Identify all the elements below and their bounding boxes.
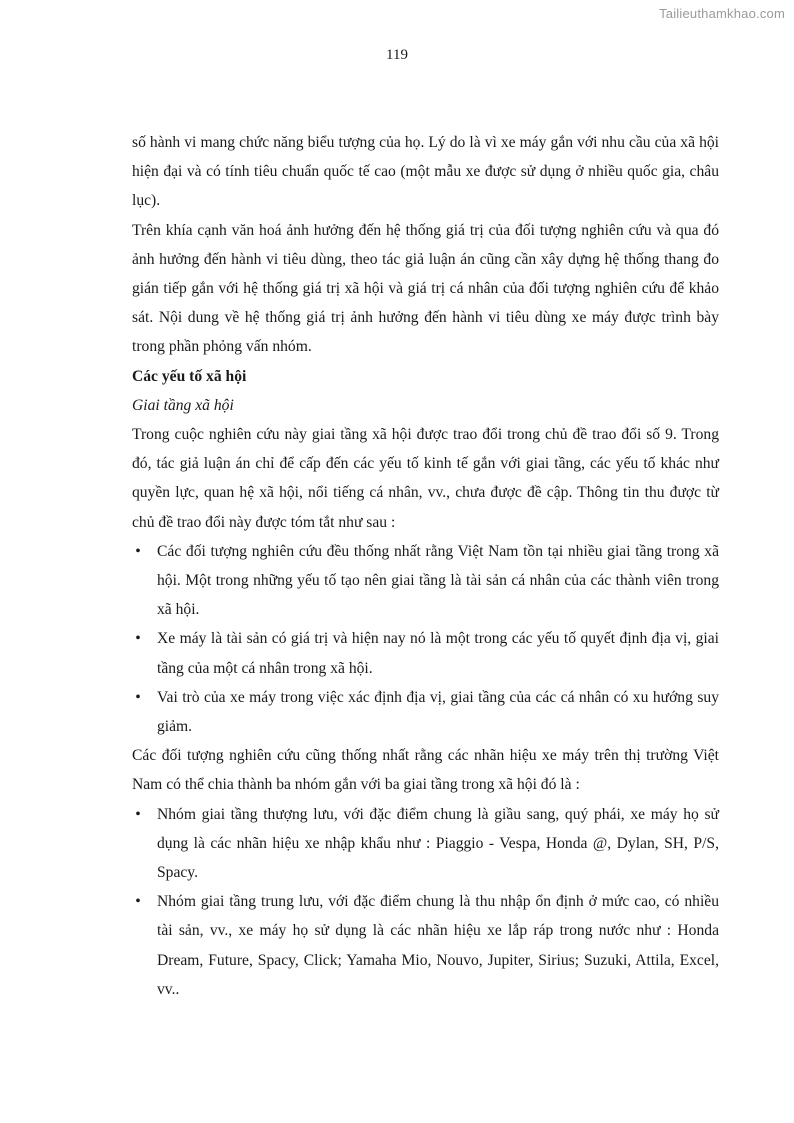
bullet-icon: • xyxy=(135,688,141,706)
list-item xyxy=(132,683,719,741)
paragraph-brand-groups: Các đối tượng nghiên cứu cũng thống nhất rằng các nhãn hiệu xe máy trên thị trường Việt Nam có thể chia thành ba nhóm gắn với ba giai tầng trong xã hội đó là : xyxy=(132,747,719,794)
groups-list xyxy=(132,800,719,1004)
list-item xyxy=(132,624,719,682)
list-item xyxy=(132,800,719,888)
page-number: 119 xyxy=(386,47,408,63)
bullet-icon: • xyxy=(135,893,141,911)
document-body xyxy=(132,128,719,1004)
paragraph-continuation: số hành vi mang chức năng biểu tượng của họ. Lý do là vì xe máy gắn với nhu cầu của xã hội hiện đại và có tính tiêu chuẩn quốc tế cao (một mẫu xe được sử dụng ở nhiều quốc gia, châu lục). xyxy=(132,134,719,210)
list-item xyxy=(132,537,719,625)
findings-list xyxy=(132,537,719,741)
list-item xyxy=(132,887,719,1004)
list-item-text: Vai trò của xe máy trong việc xác định địa vị, giai tầng của các cá nhân có xu hướng suy giảm. xyxy=(157,688,719,736)
watermark: Tailieuthamkhao.com xyxy=(659,6,785,21)
paragraph-culture: Trên khía cạnh văn hoá ảnh hưởng đến hệ thống giá trị của đối tượng nghiên cứu và qua đó ảnh hưởng đến hành vi tiêu dùng, theo tác giả luận án cũng cần xây dựng hệ thống thang đo gián tiếp gắn với hệ thống giá trị xã hội và giá trị cá nhân của đối tượng nghiên cứu để khảo sát. Nội dung về hệ thống giá trị ảnh hưởng đến hành vi tiêu dùng xe máy được trình bày trong phần phỏng vấn nhóm. xyxy=(132,221,719,356)
list-item-text: Nhóm giai tầng thượng lưu, với đặc điểm chung là giầu sang, quý phái, xe máy họ sử dụng là các nhãn hiệu xe nhập khẩu như : Piaggio - Vespa, Honda @, Dylan, SH, P/S, Spacy. xyxy=(157,805,719,882)
heading-social-class: Giai tầng xã hội xyxy=(132,396,234,414)
bullet-icon: • xyxy=(135,542,141,560)
list-item-text: Xe máy là tài sản có giá trị và hiện nay nó là một trong các yếu tố quyết định địa vị, giai tầng của một cá nhân trong xã hội. xyxy=(157,630,719,677)
heading-social-factors: Các yếu tố xã hội xyxy=(132,367,247,385)
paragraph-study-intro: Trong cuộc nghiên cứu này giai tầng xã hội được trao đổi trong chủ đề trao đổi số 9. Trong đó, tác giả luận án chỉ để cấp đến các yếu tố kinh tế gắn với giai tầng, các yếu tố khác như quyền lực, quan hệ xã hội, nổi tiếng cá nhân, vv., chưa được đề cập. Thông tin thu được từ chủ đề trao đổi này được tóm tắt như sau : xyxy=(132,426,719,531)
list-item-text: Các đối tượng nghiên cứu đều thống nhất rằng Việt Nam tồn tại nhiều giai tầng trong xã hội. Một trong những yếu tố tạo nên giai tầng là tài sản cá nhân của các thành viên trong xã hội. xyxy=(157,542,719,619)
bullet-icon: • xyxy=(135,805,141,823)
list-item-text: Nhóm giai tầng trung lưu, với đặc điểm chung là thu nhập ổn định ở mức cao, có nhiều tài sản, vv., xe máy họ sử dụng là các nhãn hiệu xe lắp ráp trong nước như : Honda Dream, Future, Spacy, Click; Yamaha Mio, Nouvo, Jupiter, Sirius; Suzuki, Attila, Excel, vv.. xyxy=(157,893,719,998)
bullet-icon: • xyxy=(135,630,141,648)
